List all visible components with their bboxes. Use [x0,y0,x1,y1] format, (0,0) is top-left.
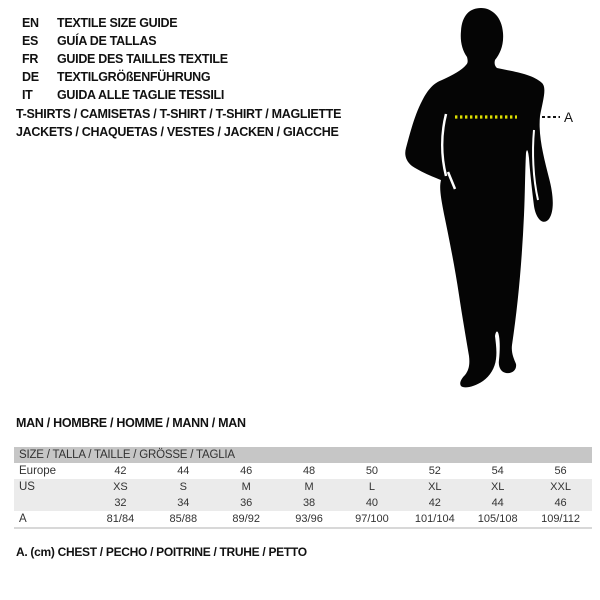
size-cell: 97/100 [355,513,389,525]
table-row-us [14,479,592,495]
size-cell: M [241,481,251,493]
size-cell: 56 [554,465,567,477]
measure-label-a: A [564,110,574,125]
size-cell: 109/112 [541,513,581,525]
language-label: GUIDA ALLE TAGLIE TESSILI [57,88,225,102]
size-cell: L [368,481,375,493]
table-row-europe [14,463,592,479]
size-cell: XL [490,481,505,493]
row-label [14,495,89,511]
language-code: FR [22,52,39,66]
size-cell: 48 [302,465,316,477]
size-cell: 44 [177,465,190,477]
category-line-jackets: JACKETS / CHAQUETAS / VESTES / JACKEN / GIACCHE [16,125,339,139]
row-label: A [19,513,27,525]
size-cell: 46 [240,465,253,477]
size-cell: S [179,481,187,493]
language-code: EN [22,16,39,30]
size-cell: 54 [491,465,504,477]
size-cell: 40 [365,497,379,509]
table-row-numeric [14,495,592,511]
size-cell: 32 [114,497,127,509]
size-cell: XL [428,481,442,493]
row-label: US [19,481,35,493]
size-cell: 42 [428,497,441,509]
size-table-header: SIZE / TALLA / TAILLE / GRÖSSE / TAGLIA [14,447,592,463]
size-cell: 81/84 [106,513,135,525]
table-row-chest-a [14,511,592,527]
language-label: TEXTILE SIZE GUIDE [57,16,178,30]
language-label: TEXTILGRÖßENFÜHRUNG [57,70,211,84]
size-cell: M [304,481,314,493]
language-label: GUIDE DES TAILLES TEXTILE [57,52,228,66]
size-cell: 46 [554,497,567,509]
row-label: Europe [19,465,57,477]
size-cell: XXL [550,481,571,493]
size-cell: 36 [240,497,253,509]
size-cell: XS [113,481,128,493]
size-cell: 42 [114,465,127,477]
size-cell: 44 [491,497,504,509]
size-cell: 101/104 [414,513,455,525]
language-label: GUÍA DE TALLAS [57,34,157,48]
language-code: IT [22,88,33,102]
footnote-chest: A. (cm) CHEST / PECHO / POITRINE / TRUHE / PETTO [16,545,307,559]
man-silhouette [405,8,553,387]
size-cell: 50 [365,465,379,477]
size-cell: 105/108 [477,513,518,525]
size-cell: 89/92 [232,513,260,525]
category-line-tshirts: T-SHIRTS / CAMISETAS / T-SHIRT / T-SHIRT / MAGLIETTE [16,107,342,121]
size-table [14,447,592,529]
size-cell: 34 [177,497,190,509]
size-cell: 93/96 [295,513,323,525]
size-cell: 52 [428,465,441,477]
size-cell: 85/88 [169,513,198,525]
size-cell: 38 [302,497,316,509]
language-code: ES [22,34,39,48]
section-title-man: MAN / HOMBRE / HOMME / MANN / MAN [16,416,246,430]
language-code: DE [22,70,39,84]
